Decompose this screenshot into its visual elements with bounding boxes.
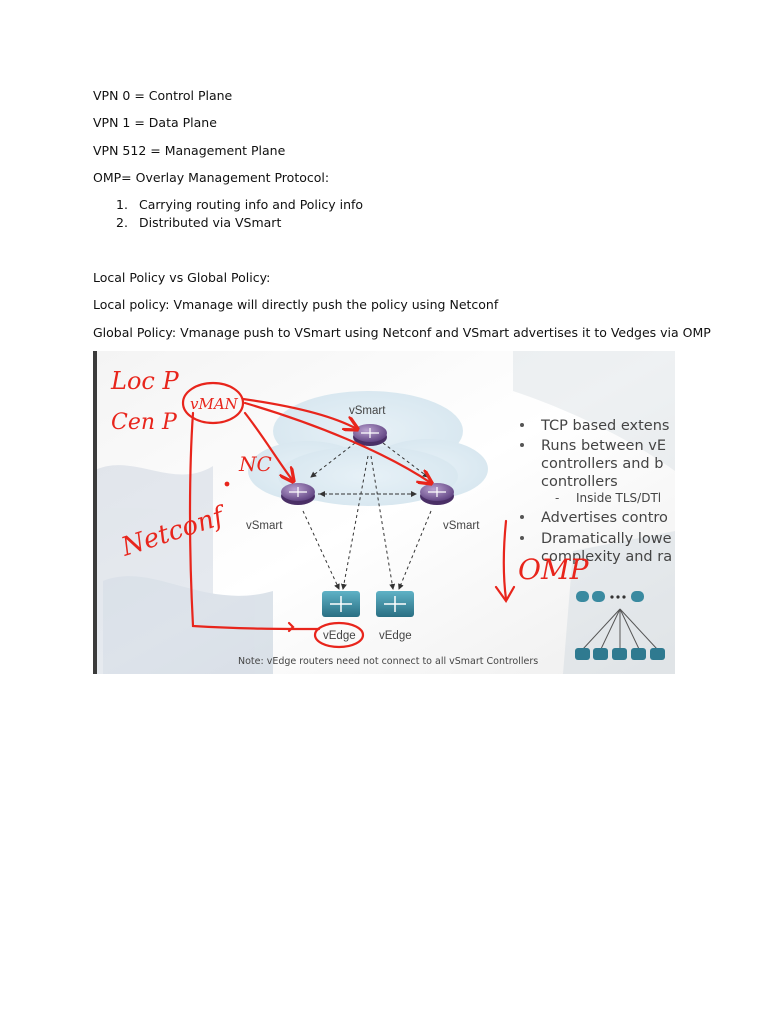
- list-item: [116, 197, 363, 213]
- bullet-3-sub: Inside TLS/DTl: [576, 491, 662, 505]
- nc-annotation: NC: [239, 452, 272, 476]
- vpn512-line: VPN 512 = Management Plane: [93, 143, 286, 158]
- bullet-1: TCP based extens: [541, 418, 670, 434]
- vedge-right-label: vEdge: [379, 630, 412, 642]
- list-number: 1.: [116, 197, 128, 212]
- vedge-left-label: vEdge: [323, 630, 356, 642]
- vsmart-router-right: [420, 483, 454, 505]
- left-border: [93, 351, 97, 674]
- vsmart-top-label: vSmart: [349, 405, 386, 417]
- vsmart-router-left: [281, 483, 315, 505]
- omp-line: OMP= Overlay Management Protocol:: [93, 170, 330, 185]
- policy-heading: Local Policy vs Global Policy:: [93, 270, 271, 285]
- vedge-switch-right: [376, 591, 414, 617]
- vedge-switch-left: [322, 591, 360, 617]
- vsmart-router-top: [353, 424, 387, 446]
- list-number: 2.: [116, 215, 128, 230]
- bullet-2-line-1: Runs between vE: [541, 438, 667, 454]
- cen-p-annotation: Cen P: [111, 410, 177, 435]
- bullet-2-line-3: controllers: [541, 474, 618, 490]
- vpn0-line: VPN 0 = Control Plane: [93, 88, 233, 103]
- vman-annotation: vMAN: [190, 395, 238, 413]
- bullet-5-line-2: complexity and ra: [541, 549, 673, 565]
- vpn1-line: VPN 1 = Data Plane: [93, 115, 217, 130]
- list-text: Distributed via VSmart: [139, 215, 282, 230]
- vsmart-left-label: vSmart: [246, 520, 283, 532]
- list-item: [116, 215, 281, 231]
- svg-text:-: -: [555, 491, 560, 505]
- loc-p-annotation: Loc P: [111, 367, 179, 395]
- diagram-note: Note: vEdge routers need not connect to all vSmart Controllers: [238, 656, 539, 667]
- bullet-2-line-2: controllers and b: [541, 456, 664, 472]
- local-policy-line: Local policy: Vmanage will directly push the policy using Netconf: [93, 297, 499, 312]
- bullet-5-line-1: Dramatically lowe: [541, 531, 672, 547]
- netconf-annotation: Netconf: [117, 501, 228, 563]
- network-diagram-image: [93, 351, 675, 674]
- vsmart-right-label: vSmart: [443, 520, 480, 532]
- omp-annotation: OMP: [518, 553, 589, 586]
- list-text: Carrying routing info and Policy info: [139, 197, 364, 212]
- bullet-4: Advertises contro: [541, 510, 668, 526]
- global-policy-line: Global Policy: Vmanage push to VSmart using Netconf and VSmart advertises it to Vedges via OMP: [93, 325, 711, 340]
